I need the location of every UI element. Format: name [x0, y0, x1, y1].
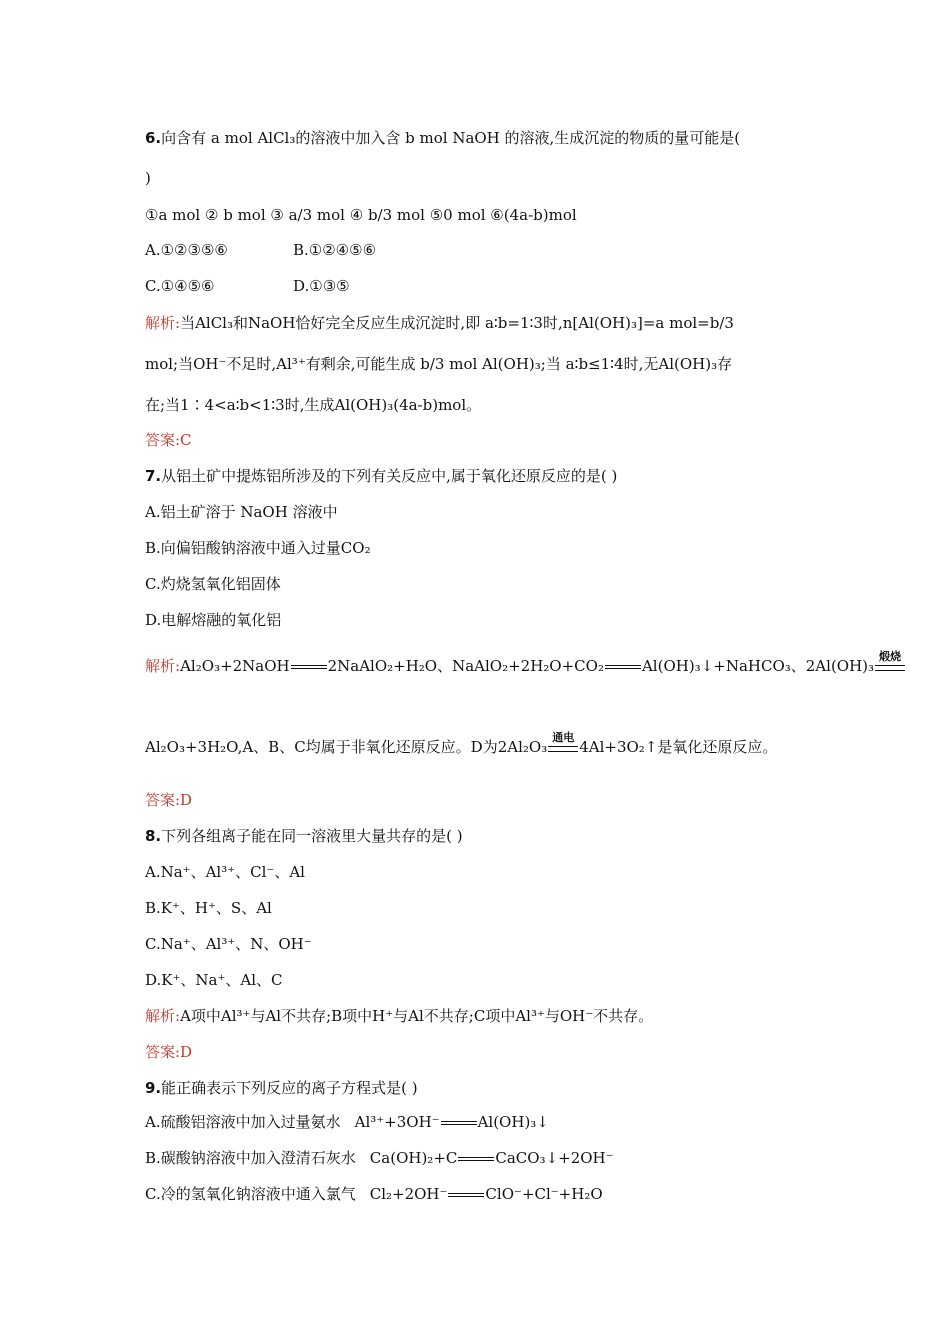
- electrolysis-condition-label: 通电: [552, 731, 575, 744]
- q7-analysis-line1: [145, 650, 906, 676]
- equals-sign: [291, 662, 327, 672]
- q9-option-b-left: Ca(OH)₂+C: [369, 1149, 458, 1167]
- q6-analysis-line1: [145, 313, 734, 333]
- q7-eq1-right: 2NaAlO₂+H₂O、NaAlO₂+2H₂O+CO₂: [327, 657, 604, 675]
- q6-choices: ①a mol ② b mol ③ a/3 mol ④ b/3 mol ⑤0 mol ⑥(4a-b)mol: [145, 206, 577, 224]
- electrolysis-condition-arrow: [548, 731, 578, 753]
- q8-stem-line: [145, 826, 463, 846]
- equals-sign: [605, 662, 641, 672]
- q7-analysis-text2a: Al₂O₃+3H₂O,A、B、C均属于非氧化还原反应。D为2Al₂O₃: [145, 738, 548, 756]
- equals-sign: [448, 1190, 484, 1200]
- q7-analysis-text2b: 4Al+3O₂↑是氧化还原反应。: [579, 738, 778, 756]
- q8-stem: 下列各组离子能在同一溶液里大量共存的是( ): [161, 827, 463, 845]
- q8-option-a: A.Na⁺、Al³⁺、Cl⁻、Al: [145, 863, 305, 881]
- calcine-condition-label: 煅烧: [879, 650, 902, 663]
- q6-stem-line1: [145, 128, 740, 148]
- q7-eq2-right: Al(OH)₃↓+NaHCO₃、2Al(OH)₃: [641, 657, 875, 675]
- q7-analysis-label: 解析:: [145, 657, 181, 675]
- q8-option-c: C.Na⁺、Al³⁺、N、OH⁻: [145, 935, 312, 953]
- q9-option-c-left: Cl₂+2OH⁻: [369, 1185, 448, 1203]
- condition-bars: [875, 665, 905, 671]
- q6-stem-line2: ): [145, 169, 151, 187]
- q9-option-a: [145, 1112, 549, 1132]
- q9-number: 9.: [145, 1079, 162, 1097]
- q7-option-c: C.灼烧氢氧化铝固体: [145, 575, 281, 593]
- q9-option-b-right: CaCO₃↓+2OH⁻: [495, 1149, 614, 1167]
- q7-option-b: B.向偏铝酸钠溶液中通入过量CO₂: [145, 539, 371, 557]
- q6-option-d: D.①③⑤: [293, 277, 350, 295]
- q9-option-a-text: A.硫酸铝溶液中加入过量氨水: [145, 1113, 341, 1131]
- q6-analysis-line2: mol;当OH⁻不足时,Al³⁺有剩余,可能生成 b/3 mol Al(OH)₃;当 a∶b≤1∶4时,无Al(OH)₃存: [145, 355, 733, 373]
- q6-options-cd: [145, 276, 350, 296]
- q6-answer: 答案:C: [145, 431, 192, 449]
- q7-analysis-line2: [145, 731, 778, 757]
- q6-stem: 向含有 a mol AlCl₃的溶液中加入含 b mol NaOH 的溶液,生成沉淀的物质的量可能是(: [161, 129, 741, 147]
- equals-sign: [441, 1118, 477, 1128]
- q6-analysis-label: 解析:: [145, 314, 181, 332]
- q6-analysis-line3: 在;当1∶4<a∶b<1∶3时,生成Al(OH)₃(4a-b)mol。: [145, 396, 482, 414]
- q7-stem-line: [145, 466, 617, 486]
- q6-options-ab: [145, 240, 376, 260]
- q9-option-a-left: Al³⁺+3OH⁻: [354, 1113, 440, 1131]
- q9-option-c: [145, 1184, 603, 1204]
- q7-option-d: D.电解熔融的氧化铝: [145, 611, 282, 629]
- calcine-condition-arrow: [875, 650, 905, 672]
- q9-stem-line: [145, 1078, 418, 1098]
- q8-analysis-text: A项中Al³⁺与Al不共存;B项中H⁺与Al不共存;C项中Al³⁺与OH⁻不共存。: [180, 1007, 654, 1025]
- q9-option-b-text: B.碳酸钠溶液中加入澄清石灰水: [145, 1149, 356, 1167]
- q8-analysis-label: 解析:: [145, 1007, 181, 1025]
- q9-option-c-right: ClO⁻+Cl⁻+H₂O: [485, 1185, 603, 1203]
- q9-option-c-text: C.冷的氢氧化钠溶液中通入氯气: [145, 1185, 356, 1203]
- q8-analysis-line: [145, 1006, 653, 1026]
- condition-bars: [548, 746, 578, 752]
- equals-sign: [458, 1154, 494, 1164]
- q8-answer: 答案:D: [145, 1043, 193, 1061]
- q9-stem: 能正确表示下列反应的离子方程式是( ): [161, 1079, 418, 1097]
- q9-option-a-right: Al(OH)₃↓: [477, 1113, 549, 1131]
- q6-analysis-text1: 当AlCl₃和NaOH恰好完全反应生成沉淀时,即 a∶b=1∶3时,n[Al(OH)₃]=a mol=b/3: [180, 314, 734, 332]
- q7-eq1-left: Al₂O₃+2NaOH: [180, 657, 290, 675]
- q9-option-b: [145, 1148, 614, 1168]
- q8-option-d: D.K⁺、Na⁺、Al、C: [145, 971, 283, 989]
- q6-option-c: C.①④⑤⑥: [145, 277, 215, 295]
- q6-option-a: A.①②③⑤⑥: [145, 241, 228, 259]
- q8-option-b: B.K⁺、H⁺、S、Al: [145, 899, 272, 917]
- q7-option-a: A.铝土矿溶于 NaOH 溶液中: [145, 503, 338, 521]
- q7-stem: 从铝土矿中提炼铝所涉及的下列有关反应中,属于氧化还原反应的是( ): [161, 467, 618, 485]
- q7-answer: 答案:D: [145, 791, 193, 809]
- q6-option-b: B.①②④⑤⑥: [293, 241, 377, 259]
- q7-number: 7.: [145, 467, 162, 485]
- q8-number: 8.: [145, 827, 162, 845]
- q6-number: 6.: [145, 129, 162, 147]
